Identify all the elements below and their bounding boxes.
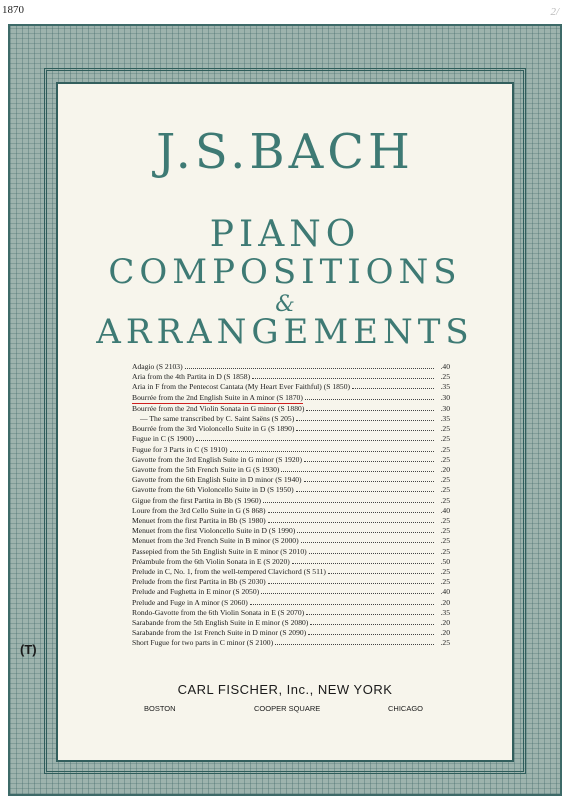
list-item	[132, 598, 450, 608]
list-item	[132, 414, 450, 424]
dot-leader	[306, 608, 434, 615]
list-item	[132, 496, 450, 506]
dot-leader	[304, 475, 434, 482]
list-item-price: .40	[440, 505, 450, 515]
list-item	[132, 424, 450, 434]
list-item	[132, 557, 450, 567]
dot-leader	[292, 557, 434, 564]
dot-leader	[296, 414, 434, 421]
list-item-title: Menuet from the 3rd French Suite in B minor (S 2000)	[132, 536, 299, 546]
dot-leader	[250, 598, 434, 605]
list-item-price: .25	[440, 372, 450, 382]
dot-leader	[263, 496, 434, 503]
list-item	[132, 567, 450, 577]
list-item-price: .35	[440, 382, 450, 392]
list-item-title: Gigue from the first Partita in Bb (S 1960)	[132, 495, 262, 505]
list-item-title: Fugue in C (S 1900)	[132, 434, 195, 444]
list-item-title: Sarabande from the 5th English Suite in E minor (S 2080)	[132, 618, 309, 628]
dot-leader	[185, 362, 434, 369]
list-item	[132, 485, 450, 495]
list-item-title: Préambule from the 6th Violin Sonata in E (S 2020)	[132, 556, 290, 566]
series-mark: (T)	[20, 642, 37, 657]
list-item-price: .35	[440, 414, 450, 424]
city-cooper-square: COOPER SQUARE	[254, 704, 321, 713]
list-item	[132, 577, 450, 587]
list-item-price: .20	[440, 618, 450, 628]
list-item-title: — The same transcribed by C. Saint Saëns (S 205)	[140, 414, 295, 424]
list-item	[132, 393, 450, 404]
list-item-price: .25	[440, 577, 450, 587]
title-line-1: PIANO	[209, 214, 361, 255]
dot-leader	[297, 526, 434, 533]
dot-leader	[230, 445, 434, 452]
list-item	[132, 587, 450, 597]
list-item-title: Fugue for 3 Parts in C (S 1910)	[132, 444, 228, 454]
list-item-price: .25	[440, 454, 450, 464]
dot-leader	[196, 434, 434, 441]
list-item	[132, 547, 450, 557]
list-item-title: Gavotte from the 3rd English Suite in G minor (S 1920)	[132, 454, 302, 464]
dot-leader	[296, 485, 434, 492]
list-item-title: Gavotte from the 6th Violoncello Suite in D (S 1950)	[132, 485, 294, 495]
dot-leader	[308, 628, 434, 635]
list-item-price: .25	[440, 444, 450, 454]
list-item-title: Prelude in C, No. 1, from the well-tempered Clavichord (S 511)	[132, 567, 326, 577]
dot-leader	[268, 506, 434, 513]
dot-leader	[309, 547, 434, 554]
list-item-title: Passepied from the 5th English Suite in E minor (S 2010)	[132, 546, 307, 556]
list-item-price: .25	[440, 536, 450, 546]
list-item-price: .35	[440, 607, 450, 617]
list-item	[132, 382, 450, 392]
list-item	[132, 618, 450, 628]
list-item-price: .25	[440, 516, 450, 526]
sheet-music-cover	[8, 24, 562, 796]
list-item-price: .30	[440, 403, 450, 413]
list-item-price: .20	[440, 465, 450, 475]
catalog-number: 1870	[2, 4, 24, 16]
list-item-title: Rondo-Gavotte from the 6th Violin Sonata in E (S 2070)	[132, 607, 305, 617]
list-item	[132, 445, 450, 455]
list-item	[132, 516, 450, 526]
list-item-title: Bourrée from the 2nd English Suite in A minor (S 1870)	[132, 393, 303, 404]
pencil-mark: 2/	[550, 6, 559, 18]
dot-leader	[352, 382, 434, 389]
list-item	[132, 455, 450, 465]
list-item-price: .40	[440, 362, 450, 371]
dot-leader	[275, 638, 434, 645]
dot-leader	[301, 536, 434, 543]
composer-name: J.S.BACH	[156, 124, 414, 180]
dot-leader	[305, 393, 434, 400]
list-item-price: .30	[440, 392, 450, 402]
list-item	[132, 465, 450, 475]
title-line-3: ARRANGEMENTS	[96, 312, 474, 352]
publisher-name: CARL FISCHER, Inc., NEW YORK	[177, 682, 393, 697]
dot-leader	[268, 516, 434, 523]
list-item-price: .25	[440, 546, 450, 556]
dot-leader	[306, 404, 434, 411]
list-item-title: Prelude and Fughetta in E minor (S 2050)	[132, 587, 260, 597]
list-item-title: Aria from the 4th Partita in D (S 1858)	[132, 372, 251, 382]
list-item	[132, 434, 450, 444]
list-item-title: Sarabande from the 1st French Suite in D minor (S 2090)	[132, 628, 307, 638]
title-line-2: COMPOSITIONS	[108, 252, 462, 292]
list-item-price: .25	[440, 495, 450, 505]
list-item-title: Bourrée from the 3rd Violoncello Suite in G (S 1890)	[132, 424, 295, 434]
list-item-price: .25	[440, 485, 450, 495]
list-item-price: .20	[440, 597, 450, 607]
list-item-price: .25	[440, 526, 450, 536]
list-item	[132, 362, 450, 372]
dot-leader	[310, 618, 434, 625]
list-item-title: Menuet from the first Partita in Bb (S 1980)	[132, 516, 266, 526]
dot-leader	[296, 424, 434, 431]
list-item-title: Prelude and Fuge in A minor (S 2060)	[132, 597, 248, 607]
list-item	[132, 372, 450, 382]
dot-leader	[252, 372, 434, 379]
list-item	[132, 608, 450, 618]
list-item	[132, 638, 450, 648]
dot-leader	[261, 587, 434, 594]
list-item	[132, 404, 450, 414]
list-item-title: Aria in F from the Pentecost Cantata (My Heart Ever Faithful) (S 1850)	[132, 382, 351, 392]
list-item-price: .25	[440, 434, 450, 444]
list-item	[132, 526, 450, 536]
list-item-price: .25	[440, 567, 450, 577]
list-item-title: Loure from the 3rd Cello Suite in G (S 868)	[132, 505, 266, 515]
list-item	[132, 506, 450, 516]
dot-leader	[304, 455, 434, 462]
list-item-title: Adagio (S 2103)	[132, 362, 183, 371]
list-item	[132, 628, 450, 638]
list-item-price: .25	[440, 475, 450, 485]
list-item-price: .20	[440, 628, 450, 638]
list-item-price: .50	[440, 556, 450, 566]
list-item-title: Gavotte from the 5th French Suite in G (S 1930)	[132, 465, 280, 475]
dot-leader	[281, 465, 434, 472]
list-item	[132, 536, 450, 546]
list-item-title: Prelude from the first Partita in Bb (S 2030)	[132, 577, 266, 587]
list-item-title: Short Fugue for two parts in C minor (S 2100)	[132, 638, 274, 648]
list-item-title: Gavotte from the 6th English Suite in D minor (S 1940)	[132, 475, 302, 485]
list-item-title: Bourrée from the 2nd Violin Sonata in G minor (S 1880)	[132, 403, 305, 413]
city-chicago: CHICAGO	[388, 704, 424, 713]
list-item-price: .25	[440, 424, 450, 434]
list-item	[132, 475, 450, 485]
dot-leader	[268, 577, 434, 584]
composition-list	[132, 362, 450, 649]
title-panel	[56, 82, 514, 762]
list-item-price: .25	[440, 638, 450, 648]
dot-leader	[328, 567, 434, 574]
list-item-price: .40	[440, 587, 450, 597]
city-boston: BOSTON	[144, 704, 176, 713]
title-ampersand: &	[275, 292, 295, 317]
list-item-title: Menuet from the first Violoncello Suite in D (S 1990)	[132, 526, 296, 536]
